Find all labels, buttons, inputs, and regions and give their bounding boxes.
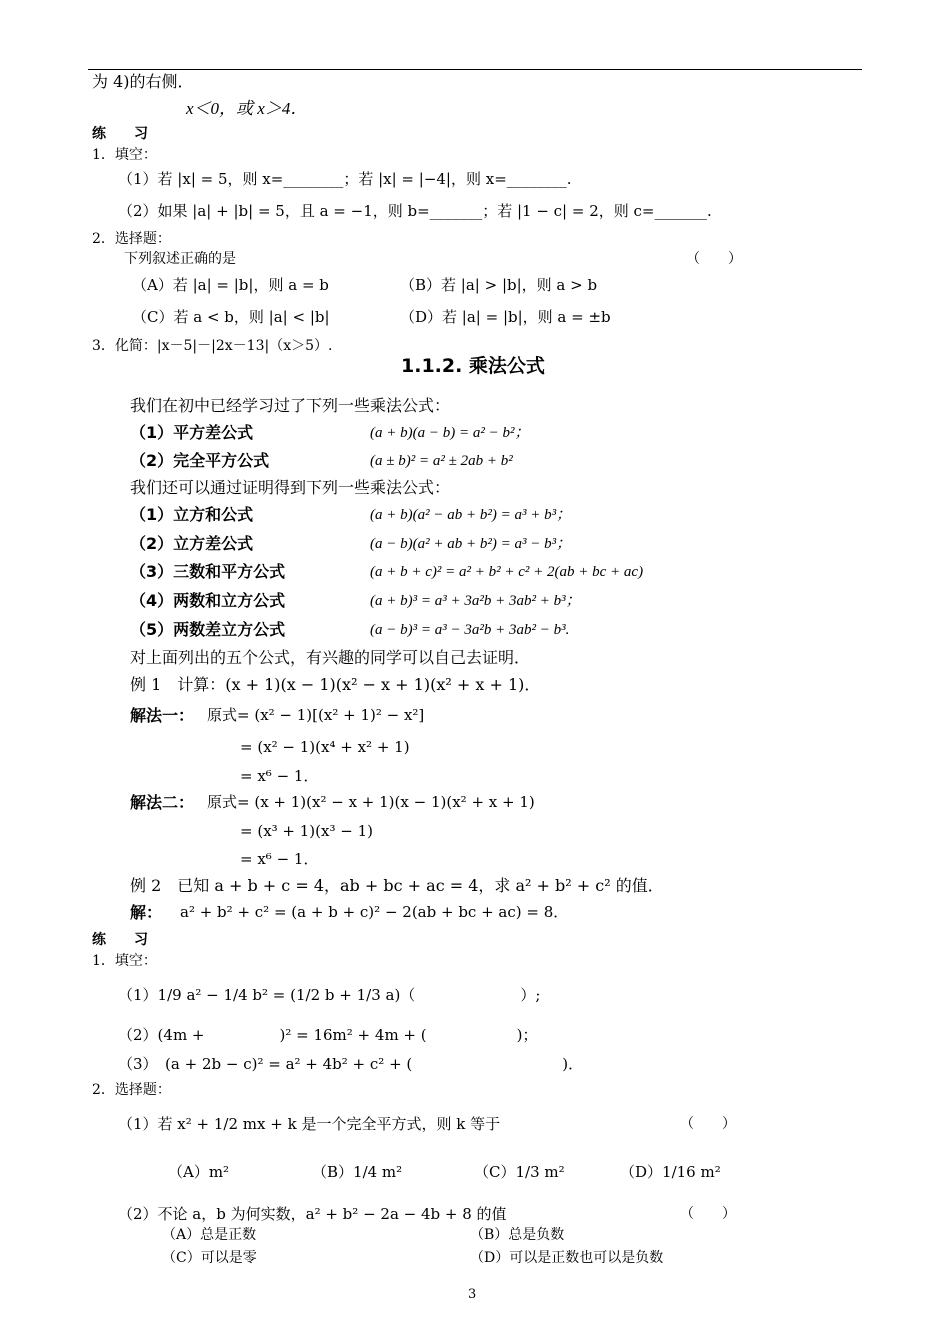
practice-heading-2: 练 习 [92,932,148,948]
choice-2-q2-option-d: （D）可以是正数也可以是负数 [470,1250,664,1266]
formula-name-trinomial-square: （3）三数和平方公式 [130,562,286,581]
choice-2-q2-option-b: （B）总是负数 [470,1227,565,1243]
page-number: 3 [468,1287,477,1302]
simplify-question: 3．化简：|x－5|－|2x－13|（x＞5）. [92,338,333,354]
solution-1-label: 解法一： [130,706,195,725]
fill-blank-label-1: 1．填空： [92,147,157,163]
header-rule [88,69,862,70]
formula-name-difference-of-squares: （1）平方差公式 [130,423,254,442]
formula-cube-of-sum: (a + b)³ = a³ + 3a²b + 3ab² + b³； [370,593,581,609]
choice-2-q2-option-c: （C）可以是零 [162,1250,257,1266]
solution-1-line-2: = (x² − 1)(x⁴ + x² + 1) [240,738,410,756]
answer-paren-1: （ ） [686,251,742,267]
formula-name-sum-of-cubes: （1）立方和公式 [130,505,254,524]
solution-3: a² + b² + c² = (a + b + c)² − 2(ab + bc + ac) = 8． [180,903,569,921]
formula-trinomial-square: (a + b + c)² = a² + b² + c² + 2(ab + bc + ac) [370,564,644,580]
fill-blank-item-2: （2）如果 |a| + |b| = 5，且 a = −1，则 b=_______；若 |1 − c| = 2，则 c=_______. [118,202,712,220]
formula-sum-of-cubes: (a + b)(a² − ab + b²) = a³ + b³； [370,507,572,523]
closing-text: 对上面列出的五个公式，有兴趣的同学可以自己去证明． [130,648,531,667]
section-title: 1.1.2. 乘法公式 [401,355,545,377]
fill-blank-label-2: 1．填空： [92,953,157,969]
solution-1-line-1: 原式= (x² − 1)[(x² + 1)² − x²] [207,706,425,724]
fill-blank-2-item-2: （2）(4m + )² = 16m² + 4m + ( )； [118,1026,538,1044]
answer-paren-2: （ ） [680,1116,736,1132]
choice-label-2: 2．选择题： [92,1082,171,1098]
example-1: 例 1 计算：(x + 1)(x − 1)(x² − x + 1)(x² + x + 1)． [130,675,541,694]
choice-2-q2-option-a: （A）总是正数 [162,1227,257,1243]
choice-2-option-a: （A）m² [168,1163,230,1181]
formula-name-cube-of-difference: （5）两数差立方公式 [130,620,286,639]
formula-perfect-square: (a ± b)² = a² ± 2ab + b² [370,453,513,469]
option-c: （C）若 a < b，则 |a| < |b| [132,308,330,326]
solution-2-line-2: = (x³ + 1)(x³ − 1) [240,822,373,840]
inequality-result: x＜0，或 x＞4． [186,99,308,118]
choice-2-option-d: （D）1/16 m² [620,1163,721,1181]
option-b: （B）若 |a| > |b|，则 a > b [400,276,598,294]
solution-1-line-3: = x⁶ − 1． [240,767,319,785]
solution-2-label: 解法二： [130,793,195,812]
choice-2-option-b: （B）1/4 m² [312,1163,403,1181]
option-a: （A）若 |a| = |b|，则 a = b [132,276,329,294]
formula-name-cube-of-sum: （4）两数和立方公式 [130,591,286,610]
fill-blank-2-item-3: （3） (a + 2b − c)² = a² + 4b² + c² + ( )． [118,1055,584,1073]
formula-cube-of-difference: (a − b)³ = a³ − 3a²b + 3ab² − b³. [370,622,570,638]
solution-2-line-1: 原式= (x + 1)(x² − x + 1)(x − 1)(x² + x + 1) [207,793,535,811]
fill-blank-item-1: （1）若 |x| = 5，则 x=________；若 |x| = |−4|，则 x=________. [118,170,572,188]
solution-3-label: 解： [130,903,163,922]
formula-name-difference-of-cubes: （2）立方差公式 [130,534,254,553]
formula-difference-of-cubes: (a − b)(a² + ab + b²) = a³ − b³； [370,536,572,552]
choice-2-question-1: （1）若 x² + 1/2 mx + k 是一个完全平方式，则 k 等于 [118,1115,501,1133]
practice-heading-1: 练 习 [92,126,148,142]
choice-2-option-c: （C）1/3 m² [474,1163,565,1181]
example-2: 例 2 已知 a + b + c = 4，ab + bc + ac = 4，求 a² + b² + c² 的值． [130,876,664,895]
solution-2-line-3: = x⁶ − 1． [240,850,319,868]
answer-paren-3: （ ） [680,1206,736,1222]
fill-blank-2-item-1: （1）1/9 a² − 1/4 b² = (1/2 b + 1/3 a)（ ）; [118,986,541,1004]
choice-2-question-2: （2）不论 a，b 为何实数，a² + b² − 2a − 4b + 8 的值 [118,1205,507,1223]
intro-text-2: 我们还可以通过证明得到下列一些乘法公式： [130,478,451,497]
choice-label-1: 2．选择题： [92,231,171,247]
continued-text: 为 4)的右侧． [92,72,194,91]
choice-stem-1: 下列叙述正确的是 [124,251,236,267]
option-d: （D）若 |a| = |b|，则 a = ±b [400,308,611,326]
formula-name-perfect-square: （2）完全平方公式 [130,451,270,470]
formula-difference-of-squares: (a + b)(a − b) = a² − b²； [370,425,530,441]
intro-text-1: 我们在初中已经学习过了下列一些乘法公式： [130,396,451,415]
